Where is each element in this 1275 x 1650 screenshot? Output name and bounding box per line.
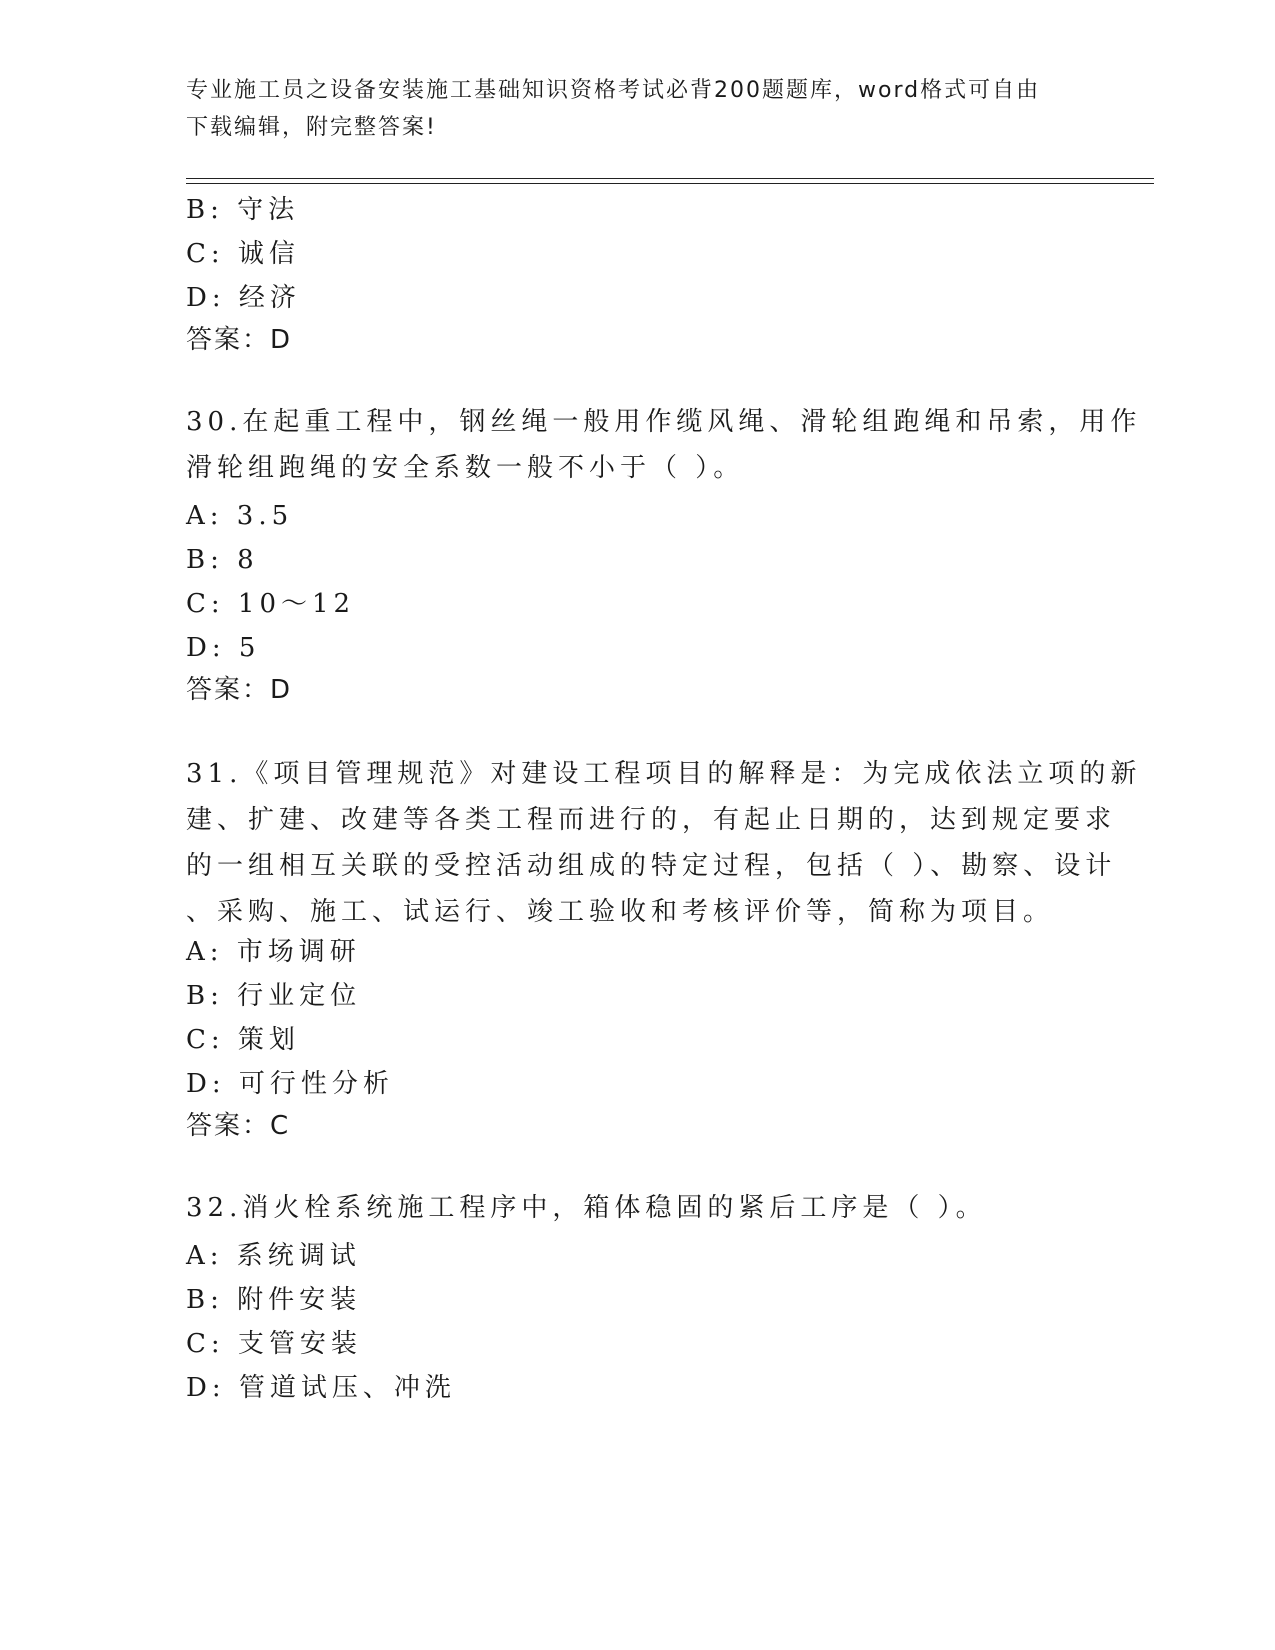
q31-option-d: D: 可行性分析: [186, 1069, 394, 1099]
header-title-line-2: 下载编辑，附完整答案!: [186, 115, 437, 140]
q30-option-b: B: 8: [186, 545, 259, 575]
q29-option-d: D: 经济: [186, 283, 301, 313]
header-title-line-1: 专业施工员之设备安装施工基础知识资格考试必背200题题库，word格式可自由: [186, 78, 1041, 103]
q30-answer: 答案：D: [186, 675, 293, 705]
q30-stem-line-1: 30.在起重工程中，钢丝绳一般用作缆风绳、滑轮组跑绳和吊索，用作: [186, 407, 1142, 437]
q31-stem-line-1: 31.《项目管理规范》对建设工程项目的解释是：为完成依法立项的新: [186, 759, 1142, 789]
header-divider-bottom: [186, 183, 1154, 184]
q30-stem-line-2: 滑轮组跑绳的安全系数一般不小于（ ）。: [186, 453, 745, 483]
q31-option-c: C: 策划: [186, 1025, 300, 1055]
q31-option-b: B: 行业定位: [186, 981, 362, 1011]
q31-stem-line-2: 建、扩建、改建等各类工程而进行的，有起止日期的，达到规定要求: [186, 805, 1117, 835]
q31-stem-line-4: 、采购、施工、试运行、竣工验收和考核评价等，简称为项目。: [186, 897, 1055, 927]
q32-option-b: B: 附件安装: [186, 1285, 362, 1315]
q32-stem: [186, 1185, 1086, 1231]
q30-stem: [186, 399, 1142, 491]
q29-option-b: B: 守法: [186, 195, 300, 225]
q31-stem: [186, 751, 1142, 935]
q29-option-c: C: 诚信: [186, 239, 300, 269]
q31-stem-line-3: 的一组相互关联的受控活动组成的特定过程，包括（ ）、勘察、设计: [186, 851, 1117, 881]
q32-option-c: C: 支管安装: [186, 1329, 362, 1359]
q32-option-d: D: 管道试压、冲洗: [186, 1373, 456, 1403]
q32-stem-line-1: 32.消火栓系统施工程序中，箱体稳固的紧后工序是（ ）。: [186, 1193, 987, 1223]
q30-option-d: D: 5: [186, 633, 261, 663]
document-header-title: [186, 72, 1086, 146]
header-divider-top: [186, 178, 1154, 179]
q32-option-a: A: 系统调试: [186, 1241, 361, 1271]
q30-option-c: C: 10～12: [186, 589, 356, 619]
q29-answer: 答案：D: [186, 325, 293, 355]
q31-option-a: A: 市场调研: [186, 937, 361, 967]
q31-answer: 答案：C: [186, 1111, 291, 1141]
q30-option-a: A: 3.5: [186, 501, 294, 531]
